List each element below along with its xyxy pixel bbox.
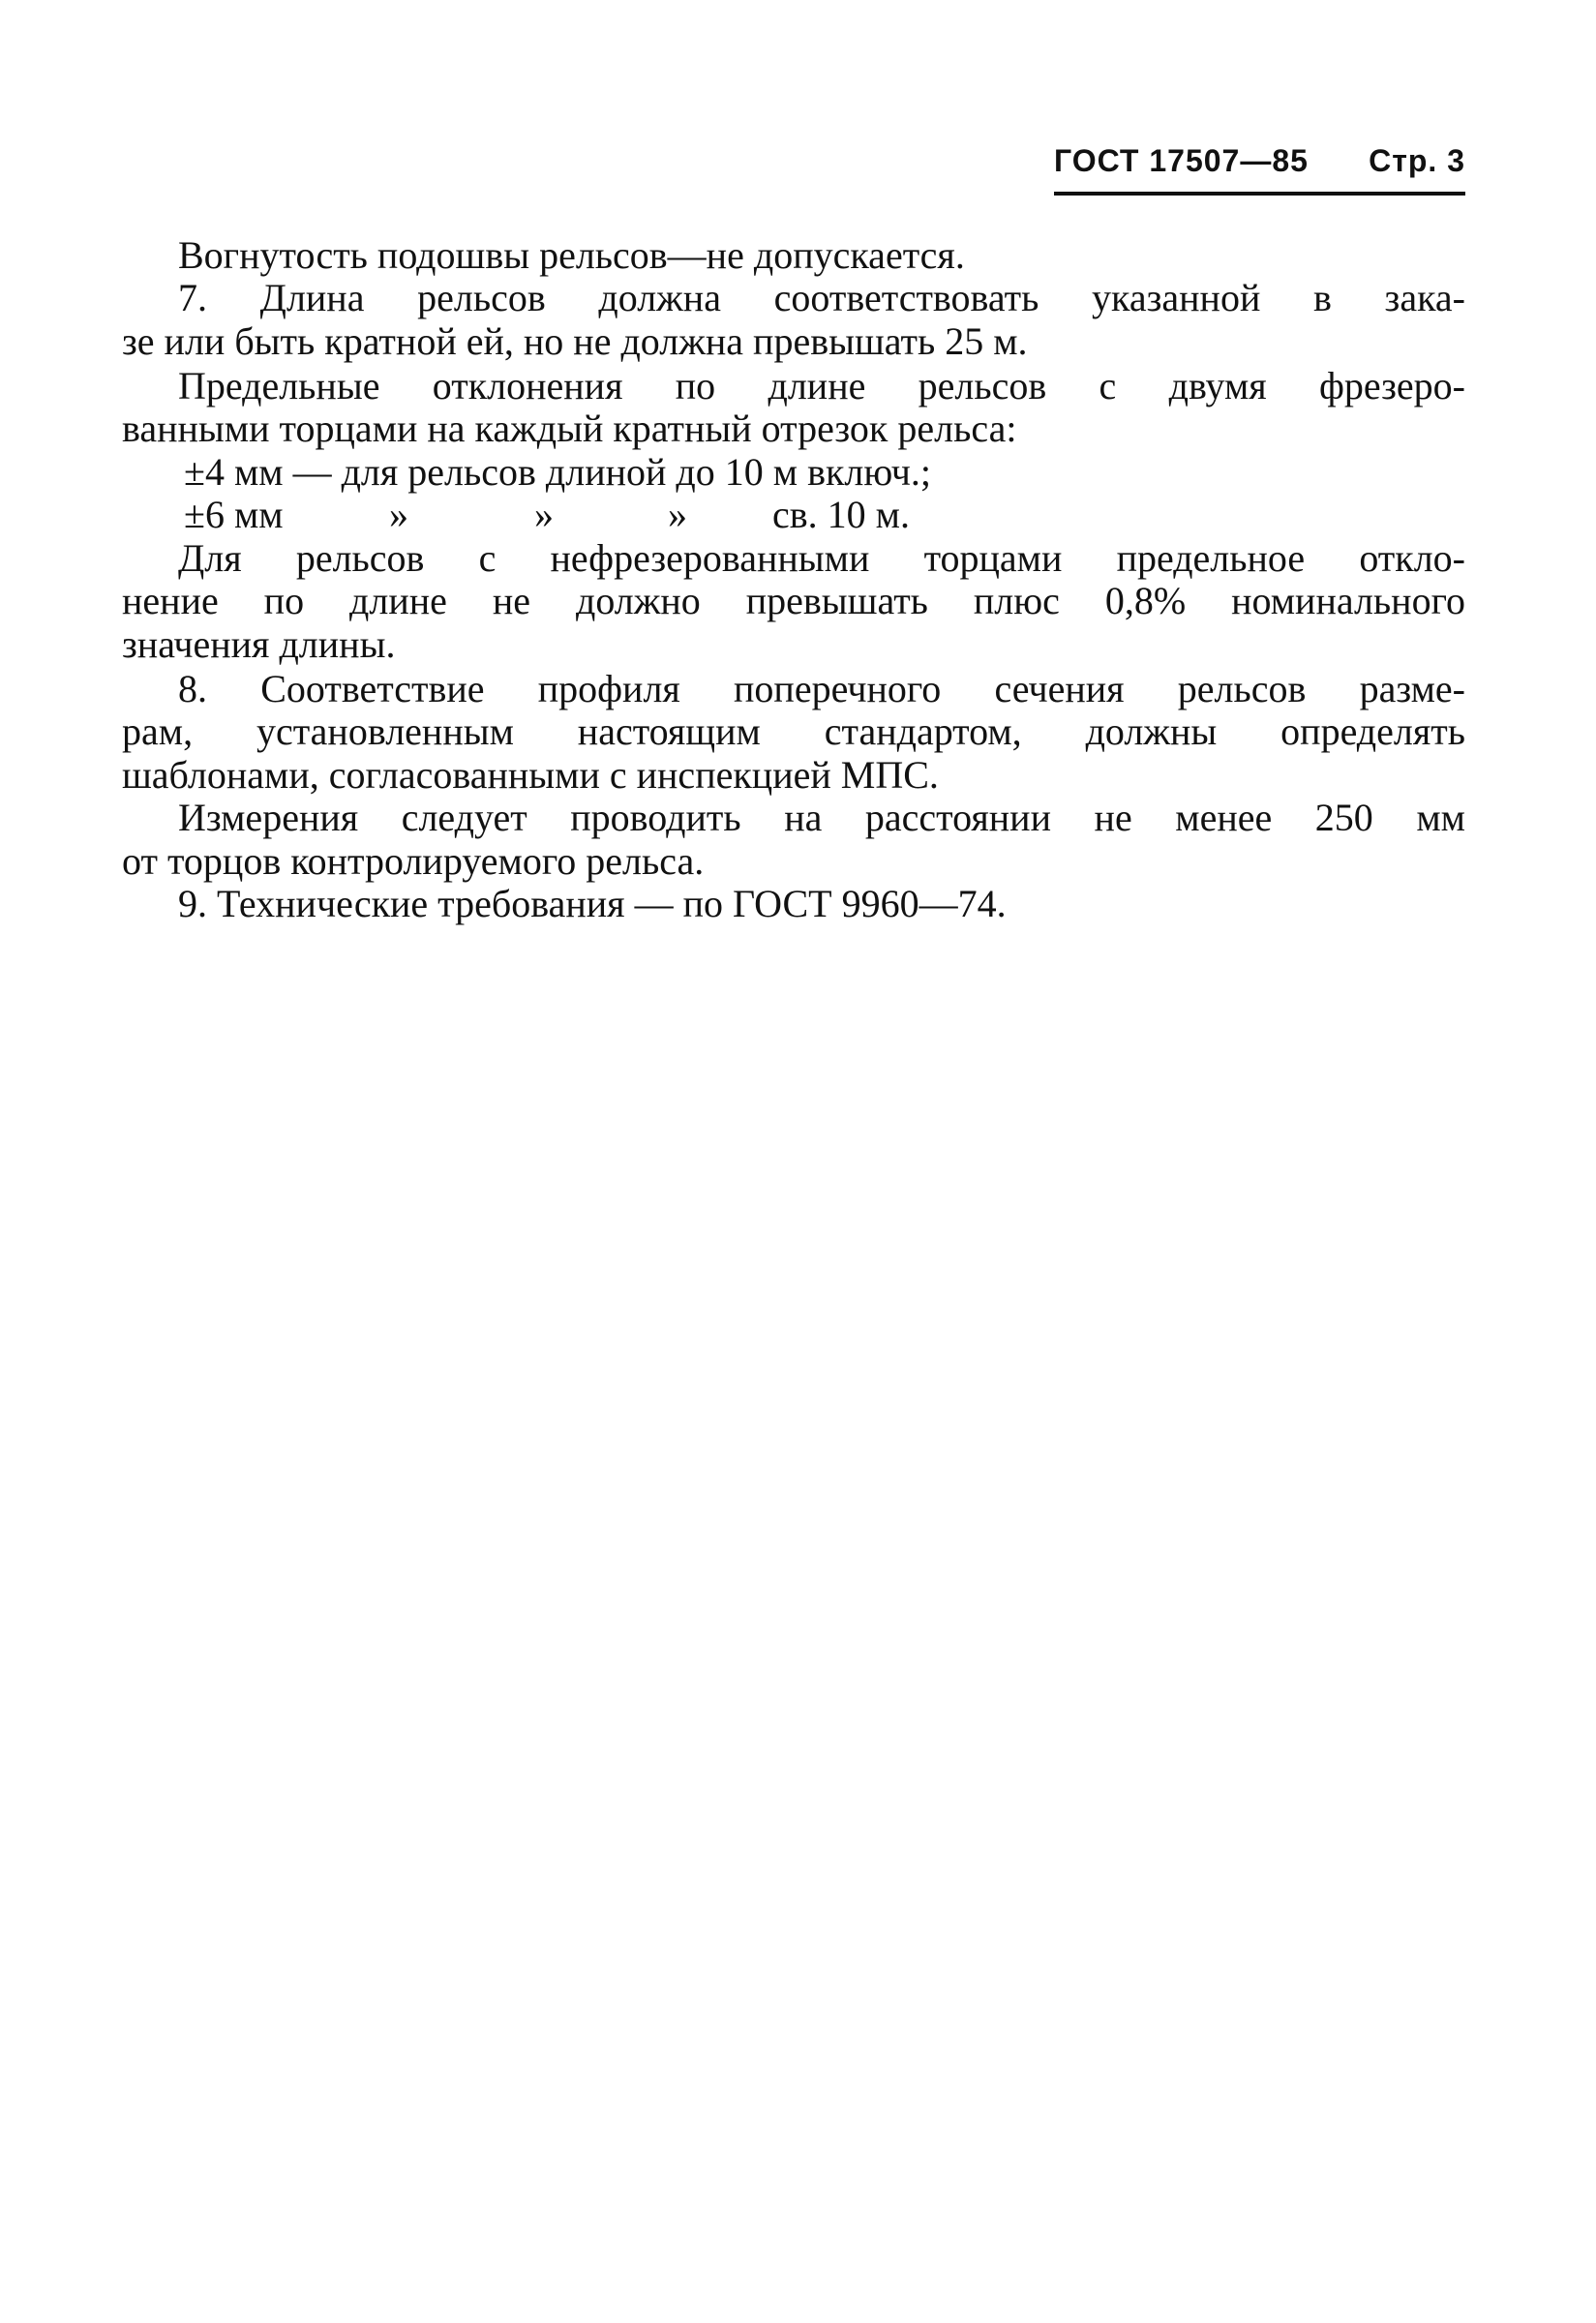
ditto-mark: » <box>389 493 408 536</box>
standard-number: ГОСТ 17507—85 <box>1054 143 1309 178</box>
paragraph-line: нение по длине не должно превышать плюс 0,8% номинального <box>122 579 1465 622</box>
paragraph-line: Для рельсов с нефрезерованными торцами предельное откло- <box>178 536 1465 580</box>
paragraph-line: зе или быть кратной ей, но не должна превышать 25 м. <box>122 319 1028 363</box>
paragraph-line: рам, установленным настоящим стандартом, должны определять <box>122 709 1465 753</box>
paragraph-line: шаблонами, согласованными с инспекцией МПС. <box>122 753 939 797</box>
ditto-mark: » <box>534 493 554 536</box>
tolerance-range: св. 10 м. <box>772 493 910 536</box>
page-number: Стр. 3 <box>1369 143 1465 178</box>
paragraph-line: от торцов контролируемого рельса. <box>122 839 705 883</box>
paragraph-line: Предельные отклонения по длине рельсов с двумя фрезеро- <box>178 364 1465 407</box>
paragraph-line: значения длины. <box>122 622 396 666</box>
paragraph-line: 7. Длина рельсов должна соответствовать указанной в зака- <box>178 276 1465 319</box>
paragraph-line: ванными торцами на каждый кратный отрезок рельса: <box>122 407 1017 450</box>
tolerance-value: ±6 мм <box>184 493 284 536</box>
tolerance-line: ±4 мм — для рельсов длиной до 10 м включ.; <box>184 450 931 494</box>
paragraph-line: 8. Соответствие профиля поперечного сечения рельсов разме- <box>178 667 1465 710</box>
paragraph-line: 9. Технические требования — по ГОСТ 9960—74. <box>178 882 1007 925</box>
page-header <box>1054 143 1465 179</box>
header-rule <box>1054 192 1465 196</box>
paragraph-line: Измерения следует проводить на расстоянии не менее 250 мм <box>178 796 1465 839</box>
paragraph-line: Вогнутость подошвы рельсов—не допускается. <box>178 233 965 277</box>
ditto-mark: » <box>668 493 687 536</box>
